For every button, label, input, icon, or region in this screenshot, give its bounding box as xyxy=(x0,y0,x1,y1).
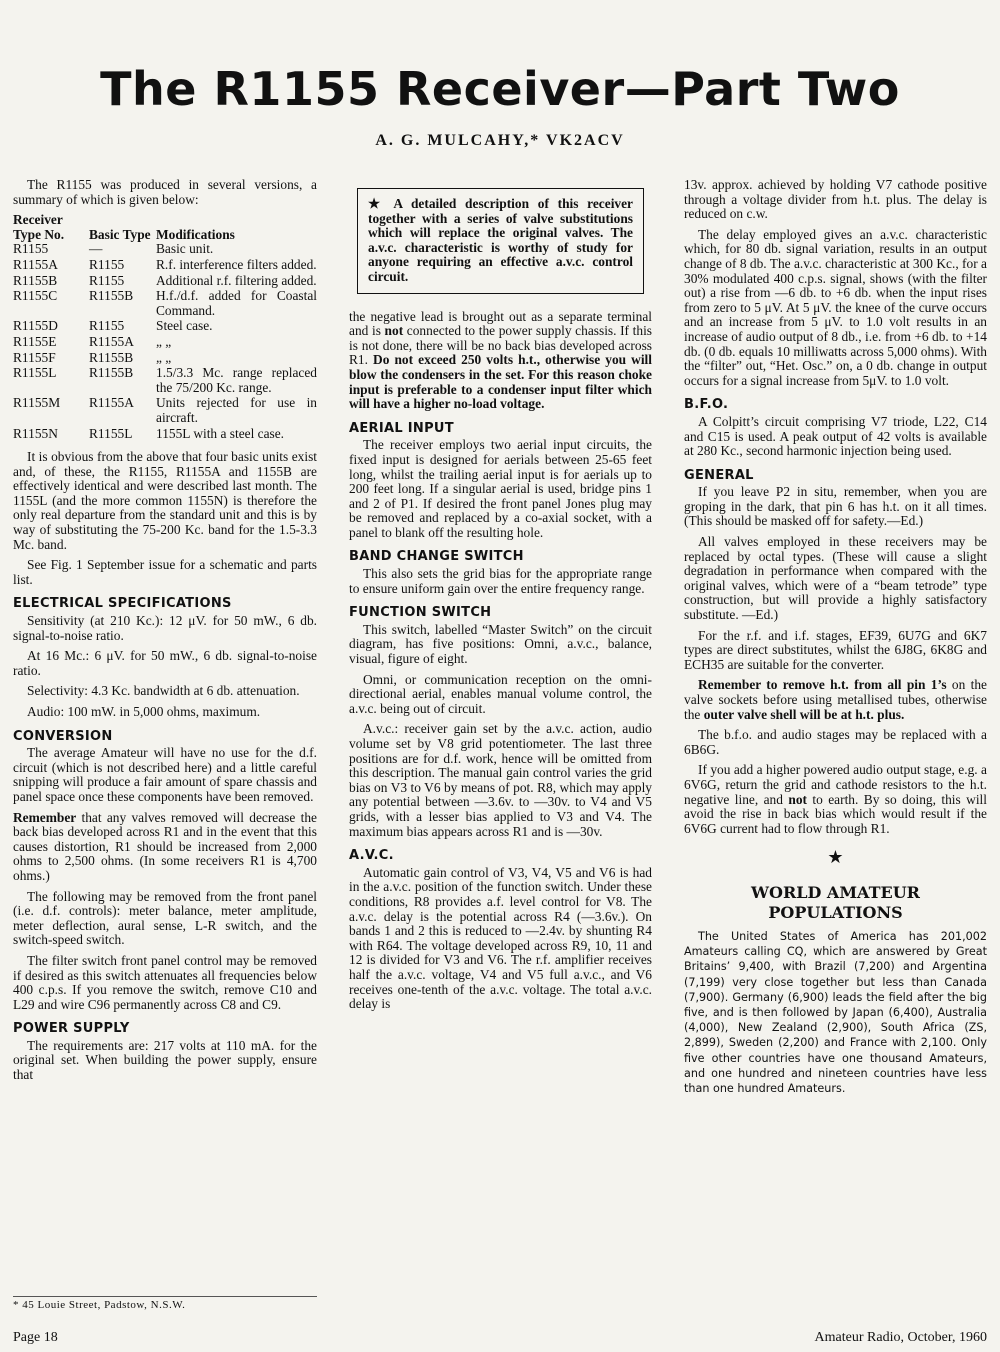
table-cell: R1155B xyxy=(13,272,58,288)
versions-table xyxy=(13,213,317,442)
page-number: Page 18 xyxy=(13,1330,58,1345)
table-cell: R1155B xyxy=(89,288,134,304)
table-cell: Steel case. xyxy=(156,318,213,334)
emphasis-text: Do not exceed 250 volts h.t., otherwise you will blow the condensers in the set. For this reason choke input is preferable to a condenser input filter which will have a higher no-load voltage. xyxy=(349,352,652,412)
summary-box: ★ A detailed description of this receiver together with a series of valve substitutions which will replace the original valves. The a.v.c. characteristic is worthy of study for anyone requiring an effective a.v.c. control circuit. xyxy=(357,188,644,294)
table-row xyxy=(13,319,317,335)
table-cell: R1155N xyxy=(13,425,58,441)
body-paragraph: Omni, or communication reception on the omni-directional aerial, enables manual volume control, the a.v.c. being out of circuit. xyxy=(349,671,652,716)
body-paragraph: This switch, labelled “Master Switch” on the circuit diagram, has five positions: Omni, a.v.c., balance, visual, figure of eight. xyxy=(349,621,652,667)
table-cell: Units rejected for use in aircraft. xyxy=(156,395,317,425)
table-header-cell: Receiver Type No. xyxy=(13,212,65,242)
body-paragraph: It is obvious from the above that four basic units exist and, of these, the R1155, R1155A and 1155B are effectively identical and were described last month. The 1155L (and the more common 1155N) is therefore the only real departure from the standard unit and this is by way of substituting the 75-200 Kc. band for the 1.5-3.3 Mc. band. xyxy=(13,449,317,552)
emphasis-text: Remember xyxy=(13,809,77,825)
section-heading: POWER SUPPLY xyxy=(13,1021,130,1037)
body-paragraph: The receiver employs two aerial input circuits, the fixed input is designed for aerials between 25-65 feet long, whilst the trailing aerial input is for aerials up to 200 feet long. If a singular aerial is used, bridge pins 1 and 2 of P1. If desired the front panel Jones plug may be removed and replaced by a co-axial socket, with a panel to blank off the resulting hole. xyxy=(349,437,652,540)
emphasis-text: not xyxy=(384,323,404,339)
body-paragraph: The average Amateur will have no use for the d.f. circuit (which is not described here) and a little careful snipping will produce a fair amount of spare chassis and panel space once these components have been removed. xyxy=(13,745,317,804)
table-row xyxy=(13,351,317,367)
body-paragraph: All valves employed in these receivers may be replaced by octal types. (These will cause a slight degradation in performance when compared with the original valves, which were of a “beam tetrode” type construction, but will provide a highly satisfactory substitute. —Ed.) xyxy=(684,534,987,623)
star-separator-icon: ★ xyxy=(827,847,844,868)
table-header-row xyxy=(13,213,317,242)
table-cell: R1155E xyxy=(13,333,57,349)
intro-paragraph: The R1155 was produced in several versions, a summary of which is given below: xyxy=(13,177,317,207)
body-paragraph: Automatic gain control of V3, V4, V5 and V6 is had in the a.v.c. position of the function switch. Under these conditions, R8 provides a.f. level control for V8. The a.v.c. delay is the potential across R4 (—3.6v.). On bands 1 and 2 this is reduced to —2.4v. by shunting R4 with R64. The voltage developed across R9, 10, 11 and 12 is divided for V3 and V6. The r.f. amplifier receives half the a.v.c. voltage, V4 and V5 full a.v.c., and V6 receives one-tenth of the a.v.c. voltage. The total a.v.c. delay is xyxy=(349,864,652,1012)
body-paragraph: 13v. approx. achieved by holding V7 cathode positive through a voltage divider from h.t. plus. The delay is reduced on c.w. xyxy=(684,177,987,222)
table-cell: R1155L xyxy=(89,425,133,441)
emphasis-text: Remember to remove h.t. from all pin 1’s xyxy=(698,677,947,693)
table-cell: R1155B xyxy=(89,349,134,365)
section-heading: CONVERSION xyxy=(13,728,113,744)
body-paragraph xyxy=(684,763,987,836)
table-row xyxy=(13,396,317,426)
body-text: connected to the power supply chassis. If this is not done, there will be no back bias developed across R1. xyxy=(349,323,653,368)
table-row xyxy=(13,289,317,319)
table-cell: 1.5/3.3 Mc. range replaced the 75/200 Kc. range. xyxy=(156,365,317,395)
column-2 xyxy=(349,178,652,1018)
body-paragraph: The b.f.o. and audio stages may be replaced with a 6B6G. xyxy=(684,727,987,757)
table-cell: „ „ xyxy=(156,349,172,365)
table-cell: 1155L with a steel case. xyxy=(156,425,285,441)
section-heading: FUNCTION SWITCH xyxy=(349,605,492,621)
article-title: The R1155 Receiver—Part Two xyxy=(100,62,900,116)
body-paragraph: The delay employed gives an a.v.c. characteristic which, for 80 db. signal variation, results in an output change of 8 db. The a.v.c. characteristic at 300 Kc., for a 30% modulated 400 c.p.s. signal, shows (with the filter out) a rise from —6 db. to +6 db. when the input rises from zero to 5 μV. At 5 μV. the knee of the curve occurs and an increase from 5 μV. to 1.0 volt results in an increase of audio output of 8 db., i.e. from +6 db. to +14 db. (0 db. equals 10 milliwatts across 5,000 ohms). With the “filter” out, “Het. Osc.” on, a 0 db. change in output occurs for a signal increase from 5μV. to 1.0 volt. xyxy=(684,226,987,388)
body-paragraph: A.v.c.: receiver gain set by the a.v.c. action, audio volume set by V8 grid potentiometer. The last three positions are for d.f. work, hence will be omitted from this description. The manual gain control varies the grid bias on V3 to V6 by means of pot. R8, which may apply any potential between —3.6v. to —30v. to V4 and V5 grids, with a lesser bias applied to V3 and V4. The maximum bias appears across R1 and is —30v. xyxy=(349,721,652,839)
body-paragraph: The filter switch front panel control may be removed if desired as this switch attenuates all frequencies below 400 c.p.s. If you remove the switch, remove C10 and L29 and wire C96 permanently across C8 and C9. xyxy=(13,952,317,1012)
author-byline: A. G. MULCAHY,* VK2ACV xyxy=(375,132,625,149)
table-row xyxy=(13,427,317,443)
table-cell: Basic unit. xyxy=(156,241,214,257)
body-text: that any valves removed will decrease the back bias developed across R1 and in the event that this causes distortion, R1 should be increased from 2,000 ohms to 2,500 ohms. (In some receivers R1 is 4,700 ohms.) xyxy=(13,809,317,883)
table-cell: R1155L xyxy=(13,365,57,381)
spec-paragraph: Audio: 100 mW. in 5,000 ohms, maximum. xyxy=(27,704,261,719)
table-header-cell: Basic Type xyxy=(89,226,151,242)
body-text: the negative lead is brought out as a separate terminal and is xyxy=(349,308,652,339)
column-3 xyxy=(684,178,987,1102)
sidebar-title: WORLD AMATEUR POPULATIONS xyxy=(751,882,920,922)
column-1 xyxy=(13,178,317,1089)
body-paragraph: If you leave P2 in situ, remember, when you are groping in the dark, that pin 6 has h.t. on it all times. (This should be masked off for safety.—Ed.) xyxy=(684,484,987,529)
section-heading: ELECTRICAL SPECIFICATIONS xyxy=(13,596,232,612)
table-cell: — xyxy=(89,241,103,257)
sidebar-body: The United States of America has 201,002 Amateurs calling CQ, which are answered by Great Britains’ 9,400, with Brazil (7,200) and Argentina (7,199) very close together but less than Canada (7,900). Germany (6,900) leads the field after the big five, and is then followed by Japan (6,400), Australia (4,000), New Zealand (2,900), South Africa (ZS, 2,899), Sweden (2,200) and France with 2,100. Only five other countries have one thousand Amateurs, and one hundred and nineteen countries have less than one hundred Amateurs. xyxy=(684,929,987,1095)
body-paragraph: This also sets the grid bias for the appropriate range to ensure uniform gain over the entire frequency range. xyxy=(349,566,652,596)
table-cell: H.f./d.f. added for Coastal Command. xyxy=(156,288,317,318)
table-cell: „ „ xyxy=(156,333,172,349)
body-text: If you add a higher powered audio output stage, e.g. a 6V6G, return the grid and cathode resistors to the h.t. negative line, and xyxy=(684,762,987,807)
body-paragraph xyxy=(349,310,652,412)
table-cell: R.f. interference filters added. xyxy=(156,256,317,272)
table-row xyxy=(13,335,317,351)
section-heading: B.F.O. xyxy=(684,397,729,413)
table-cell: R1155 xyxy=(89,318,125,334)
table-cell: R1155C xyxy=(13,288,58,304)
table-cell: R1155A xyxy=(89,395,134,411)
section-heading: A.V.C. xyxy=(349,848,394,864)
table-cell: R1155A xyxy=(89,333,134,349)
table-row xyxy=(13,242,317,258)
table-row xyxy=(13,258,317,274)
author-footnote: * 45 Louie Street, Padstow, N.S.W. xyxy=(13,1296,317,1311)
table-cell: R1155F xyxy=(13,349,56,365)
table-row xyxy=(13,366,317,396)
table-cell: R1155B xyxy=(89,365,134,381)
body-paragraph xyxy=(13,811,317,884)
body-text: to earth. By so doing, this will avoid the rise in back bias which would result if the 6V6G current had to flow through R1. xyxy=(684,791,987,836)
section-heading: GENERAL xyxy=(684,467,754,483)
table-row xyxy=(13,274,317,290)
emphasis-text: not xyxy=(788,791,807,807)
table-cell: R1155 xyxy=(13,241,49,257)
table-cell: R1155 xyxy=(89,272,125,288)
table-cell: R1155A xyxy=(13,256,58,272)
body-paragraph: For the r.f. and i.f. stages, EF39, 6U7G and 6K7 types are direct substitutes, whilst the 6J8G, 6K8G and ECH35 are suitable for the converter. xyxy=(684,627,987,672)
body-paragraph xyxy=(684,678,987,722)
emphasis-text: outer valve shell will be at h.t. plus. xyxy=(703,706,905,722)
body-text: on the valve sockets before using metallised tubes, otherwise the xyxy=(684,677,987,722)
section-heading: AERIAL INPUT xyxy=(349,420,454,436)
table-cell: R1155 xyxy=(89,256,125,272)
spec-paragraph: Selectivity: 4.3 Kc. bandwidth at 6 db. attenuation. xyxy=(27,683,300,699)
section-heading: BAND CHANGE SWITCH xyxy=(349,549,524,565)
table-header-cell: Modifications xyxy=(156,226,235,242)
body-paragraph: The following may be removed from the front panel (i.e. d.f. controls): meter balance, meter amplitude, meter deflection, aural sense, L-R switch, and the switch-speed switch. xyxy=(13,888,317,948)
table-cell: Additional r.f. filtering added. xyxy=(156,272,317,288)
body-paragraph: See Fig. 1 September issue for a schematic and parts list. xyxy=(13,557,317,587)
table-cell: R1155M xyxy=(13,395,61,411)
body-paragraph: A Colpitt’s circuit comprising V7 triode, L22, C14 and C15 is used. A peak output of 42 volts is available at 280 Kc., second harmonic injection being used. xyxy=(684,413,987,459)
body-paragraph: The requirements are: 217 volts at 110 mA. for the original set. When building the power supply, ensure that xyxy=(13,1037,317,1083)
spec-paragraph: At 16 Mc.: 6 μV. for 50 mW., 6 db. signal-to-noise ratio. xyxy=(13,648,317,678)
table-cell: R1155D xyxy=(13,318,58,334)
publication-footer: Amateur Radio, October, 1960 xyxy=(814,1330,987,1345)
spec-paragraph: Sensitivity (at 210 Kc.): 12 μV. for 50 mW., 6 db. signal-to-noise ratio. xyxy=(13,613,317,643)
